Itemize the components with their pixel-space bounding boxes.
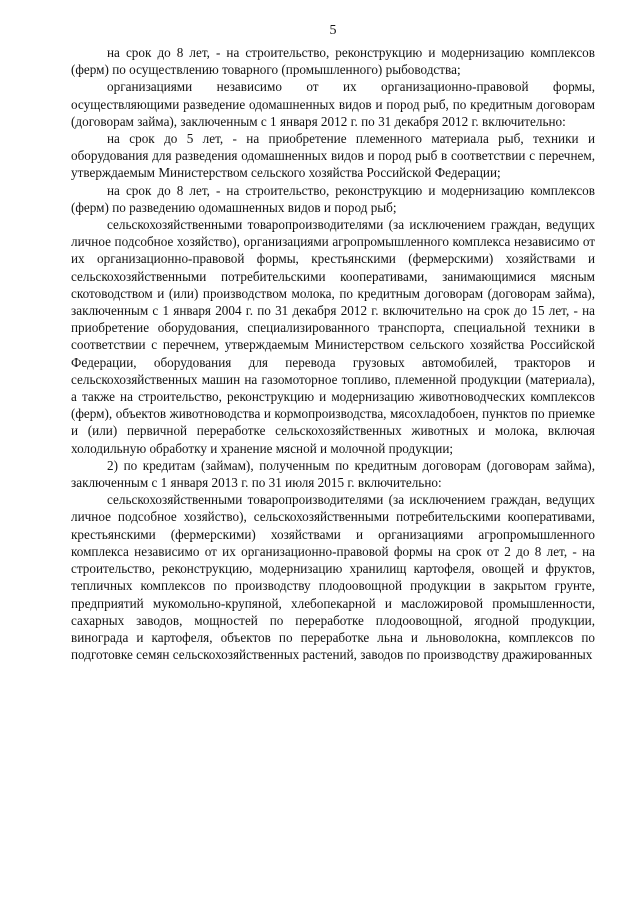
paragraph: сельскохозяйственными товаропроизводителями (за исключением граждан, ведущих личное подсобное хозяйство), сельскохозяйственными потребительскими кооперативами, крестьянскими (фермерскими) хозяйствами и организациями агропромышленного комплекса независимо от их организационно-правовой формы на срок от 2 до 8 лет, - на строительство, реконструкцию, модернизацию хранилищ картофеля, овощей и фруктов, тепличных комплексов по производству плодоовощной продукции в закрытом грунте, предприятий мукомольно-крупяной, хлебопекарной и масложировой промышленности, сахарных заводов, мощностей по переработке плодоовощной, ягодной продукции, винограда и картофеля, объектов по переработке льна и льноволокна, комплексов по подготовке семян сельскохозяйственных растений, заводов по производству дражированных [71,492,595,663]
paragraph: на срок до 8 лет, - на строительство, реконструкцию и модернизацию комплексов (ферм) по разведению одомашненных видов и пород рыб; [71,182,595,215]
document-page [71,22,595,663]
paragraph: 2) по кредитам (займам), полученным по кредитным договорам (договорам займа), заключенным с 1 января 2013 г. по 31 июля 2015 г. включительно: [71,457,595,491]
paragraph: сельскохозяйственными товаропроизводителями (за исключением граждан, ведущих личное подсобное хозяйство), организациями агропромышленного комплекса независимо от их организационно-правовой формы, крестьянскими (фермерскими) хозяйствами и сельскохозяйственными потребительскими кооперативами, занимающимися мясным скотоводством и (или) производством молока, по кредитным договорам (договорам займа), заключенным с 1 января 2004 г. по 31 декабря 2012 г. включительно на срок до 15 лет, - на приобретение оборудования, специализированного транспорта, специальной техники в соответствии с перечнем, утверждаемым Министерством сельского хозяйства Российской Федерации, оборудования для перевода грузовых автомобилей, тракторов и сельскохозяйственных машин на газомоторное топливо, племенной продукции (материала), а также на строительство, реконструкцию и модернизацию животноводческих комплексов (ферм), объектов животноводства и кормопроизводства, мясохладобоен, пунктов по приемке и (или) первичной переработке сельскохозяйственных животных и молока, включая холодильную обработку и хранение мясной и молочной продукции; [71,217,595,456]
paragraph: на срок до 8 лет, - на строительство, реконструкцию и модернизацию комплексов (ферм) по осуществлению товарного (промышленного) рыбоводства; [71,45,595,78]
page-number: 5 [329,23,337,38]
paragraph: на срок до 5 лет, - на приобретение племенного материала рыб, техники и оборудования для разведения одомашненных видов и пород рыб в соответствии с перечнем, утверждаемым Министерством сельского хозяйства Российской Федерации; [71,131,595,181]
paragraph: организациями независимо от их организационно-правовой формы, осуществляющими разведение одомашненных видов и пород рыб, по кредитным договорам (договорам займа), заключенным с 1 января 2012 г. по 31 декабря 2012 г. включительно: [71,79,595,129]
